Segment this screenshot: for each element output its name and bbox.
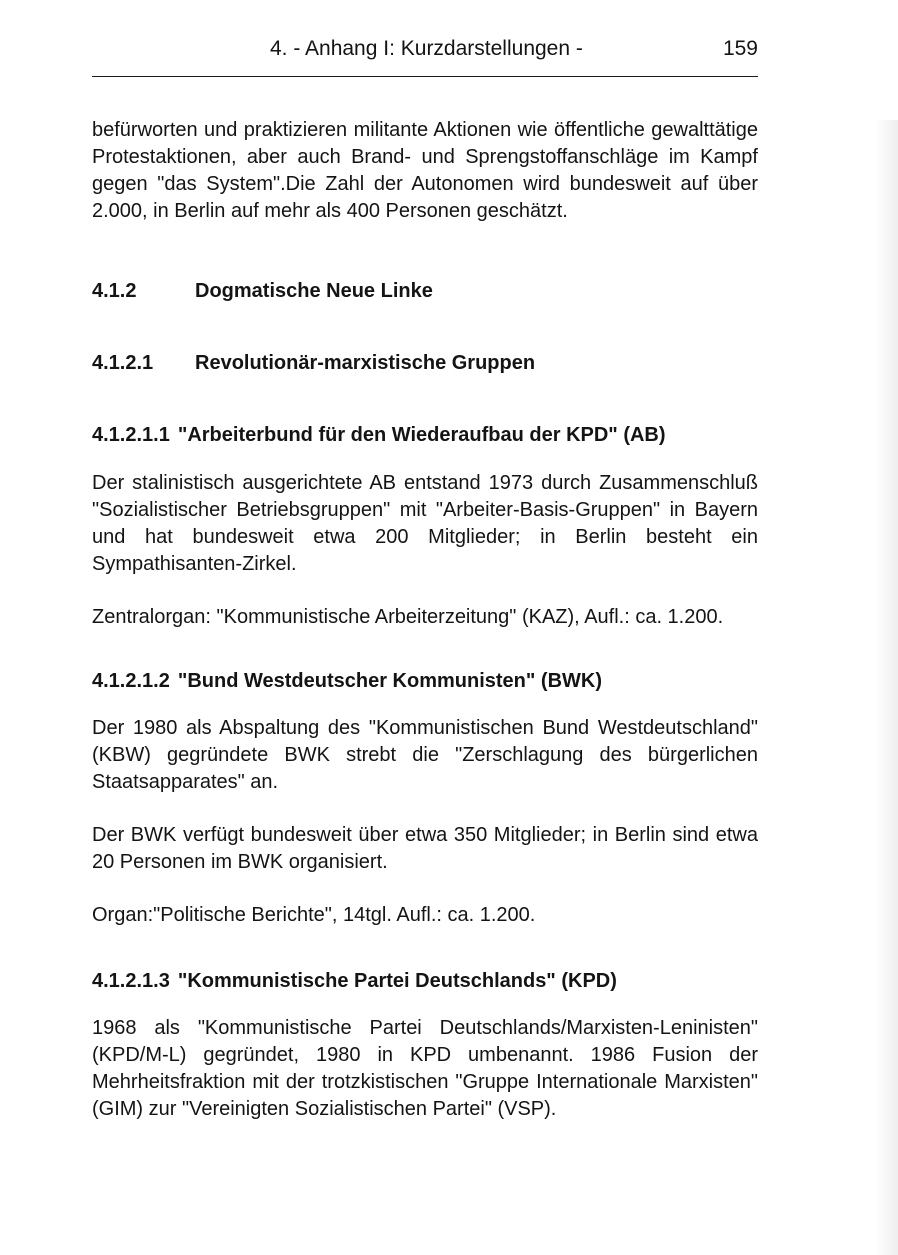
heading-4-1-2-1-3	[92, 968, 758, 995]
heading-number: 4.1.2.1.1	[92, 424, 170, 446]
heading-title: Dogmatische Neue Linke	[195, 280, 433, 302]
heading-number: 4.1.2.1	[92, 352, 154, 374]
heading-number: 4.1.2.1.3	[92, 970, 170, 992]
header-rule	[92, 76, 758, 77]
paragraph-ab-organ: Zentralorgan: "Kommunistische Arbeiterzeitung" (KAZ), Aufl.: ca. 1.200.	[92, 606, 724, 628]
page-content	[92, 117, 758, 1123]
heading-4-1-2-1-2	[92, 668, 758, 695]
heading-number: 4.1.2.1.2	[92, 670, 170, 692]
heading-4-1-2	[92, 278, 758, 305]
paragraph-kpd-history: 1968 als "Kommunistische Partei Deutschlands/Marxisten-Leninisten" (KPD/M-L) gegründet, 1980 in KPD umbenannt. 1986 Fusion der Mehrheitsfraktion mit der trotzkistischen "Gruppe Internationale Marxisten" (GIM) zur "Vereinigten Sozialistischen Partei" (VSP).	[92, 1017, 758, 1120]
heading-title: "Bund Westdeutscher Kommunisten" (BWK)	[177, 670, 603, 692]
paragraph-ab-description: Der stalinistisch ausgerichtete AB entstand 1973 durch Zusammenschluß "Sozialistischer Betriebsgruppen" mit "Arbeiter-Basis-Gruppen" in Bayern und hat bundesweit etwa 200 Mitglieder; in Berlin besteht ein Sympathisanten-Zirkel.	[92, 472, 758, 575]
heading-4-1-2-1	[92, 350, 758, 377]
heading-title: Revolutionär-marxistische Gruppen	[195, 352, 536, 374]
scan-shadow	[876, 120, 898, 1255]
paragraph-bwk-organ: Organ:"Politische Berichte", 14tgl. Aufl.: ca. 1.200.	[92, 904, 536, 926]
running-header	[92, 36, 758, 76]
paragraph-bwk-description: Der 1980 als Abspaltung des "Kommunistischen Bund Westdeutschland" (KBW) gegründete BWK strebt die "Zerschlagung des bürgerlichen Staatsapparates" an.	[92, 717, 758, 793]
page-number: 159	[722, 37, 758, 60]
heading-title: "Arbeiterbund für den Wiederaufbau der KPD" (AB)	[177, 424, 666, 446]
heading-title: "Kommunistische Partei Deutschlands" (KPD)	[177, 970, 617, 992]
header-title: 4. - Anhang I: Kurzdarstellungen -	[270, 37, 583, 60]
paragraph-bwk-members: Der BWK verfügt bundesweit über etwa 350 Mitglieder; in Berlin sind etwa 20 Personen im BWK organisiert.	[92, 824, 758, 873]
heading-number: 4.1.2	[92, 280, 137, 302]
paragraph-autonome: befürworten und praktizieren militante Aktionen wie öffentliche gewalttätige Protestaktionen, aber auch Brand- und Sprengstoffanschläge im Kampf gegen "das System".Die Zahl der Autonomen wird bundesweit auf über 2.000, in Berlin auf mehr als 400 Personen geschätzt.	[92, 119, 758, 222]
heading-4-1-2-1-1	[92, 422, 758, 449]
